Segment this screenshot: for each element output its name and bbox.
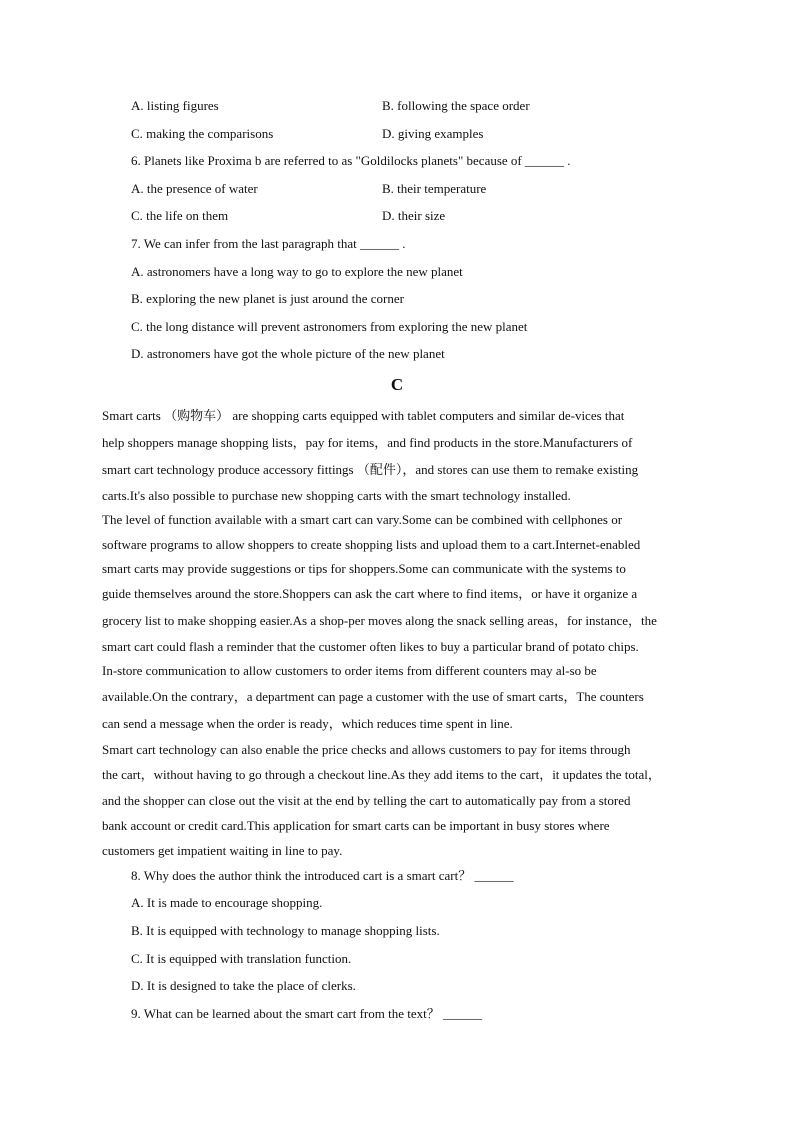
q7-option-d: D. astronomers have got the whole picture of the new planet [131, 346, 445, 361]
passage-line: and the shopper can close out the visit at the end by telling the cart to automatically pay from a stored [102, 793, 631, 808]
q5-option-d: D. giving examples [382, 126, 484, 141]
q5-option-a: A. listing figures [131, 98, 219, 113]
passage-line: guide themselves around the store.Shoppers can ask the cart where to find items，or have it organize a [102, 586, 638, 601]
q7-option-b: B. exploring the new planet is just around the corner [131, 291, 404, 306]
q5-option-b: B. following the space order [382, 98, 530, 113]
q8-option-a: A. It is made to encourage shopping. [131, 895, 323, 910]
passage-line: smart cart technology produce accessory fittings （配件），and stores can use them to remake existing [102, 462, 639, 477]
passage-line: In-store communication to allow customers to order items from different counters may al-so be [102, 663, 597, 678]
passage-line: customers get impatient waiting in line to pay. [102, 843, 343, 858]
section-title: C [390, 375, 404, 394]
q7-option-c: C. the long distance will prevent astronomers from exploring the new planet [131, 319, 528, 334]
passage-line: carts.It's also possible to purchase new shopping carts with the smart technology installed. [102, 488, 571, 503]
passage-line: The level of function available with a smart cart can vary.Some can be combined with cellphones or [102, 512, 623, 527]
q6-option-c: C. the life on them [131, 208, 229, 223]
q9-stem: 9. What can be learned about the smart cart from the text？ ______ [131, 1006, 482, 1021]
q7-stem: 7. We can infer from the last paragraph that ______ . [131, 236, 406, 251]
passage-line: Smart cart technology can also enable the price checks and allows customers to pay for items through [102, 742, 631, 757]
q8-option-c: C. It is equipped with translation function. [131, 951, 352, 966]
passage-line: software programs to allow shoppers to create shopping lists and upload them to a cart.Internet-enabled [102, 537, 641, 552]
q5-option-c: C. making the comparisons [131, 126, 274, 141]
passage-line: Smart carts （购物车） are shopping carts equipped with tablet computers and similar de-vices that [102, 408, 625, 423]
q7-option-a: A. astronomers have a long way to go to explore the new planet [131, 264, 463, 279]
passage-line: smart carts may provide suggestions or tips for shoppers.Some can communicate with the systems to [102, 561, 626, 576]
q8-option-b: B. It is equipped with technology to manage shopping lists. [131, 923, 440, 938]
passage-line: available.On the contrary，a department can page a customer with the use of smart carts，The counters [102, 689, 644, 704]
q6-stem: 6. Planets like Proxima b are referred to as "Goldilocks planets" because of ______ . [131, 153, 571, 168]
passage-line: grocery list to make shopping easier.As a shop-per moves along the snack selling areas，for instance，the [102, 613, 657, 628]
passage-line: the cart，without having to go through a checkout line.As they add items to the cart，it updates the total， [102, 767, 661, 782]
passage-line: help shoppers manage shopping lists，pay for items，and find products in the store.Manufacturers of [102, 435, 633, 450]
passage-line: can send a message when the order is ready，which reduces time spent in line. [102, 716, 513, 731]
q8-option-d: D. It is designed to take the place of clerks. [131, 978, 356, 993]
q6-option-a: A. the presence of water [131, 181, 258, 196]
passage-line: bank account or credit card.This application for smart carts can be important in busy stores where [102, 818, 610, 833]
q8-stem: 8. Why does the author think the introduced cart is a smart cart？ ______ [131, 868, 514, 883]
q6-option-d: D. their size [382, 208, 446, 223]
passage-line: smart cart could flash a reminder that the customer often likes to buy a particular brand of potato chips. [102, 639, 639, 654]
q6-option-b: B. their temperature [382, 181, 487, 196]
